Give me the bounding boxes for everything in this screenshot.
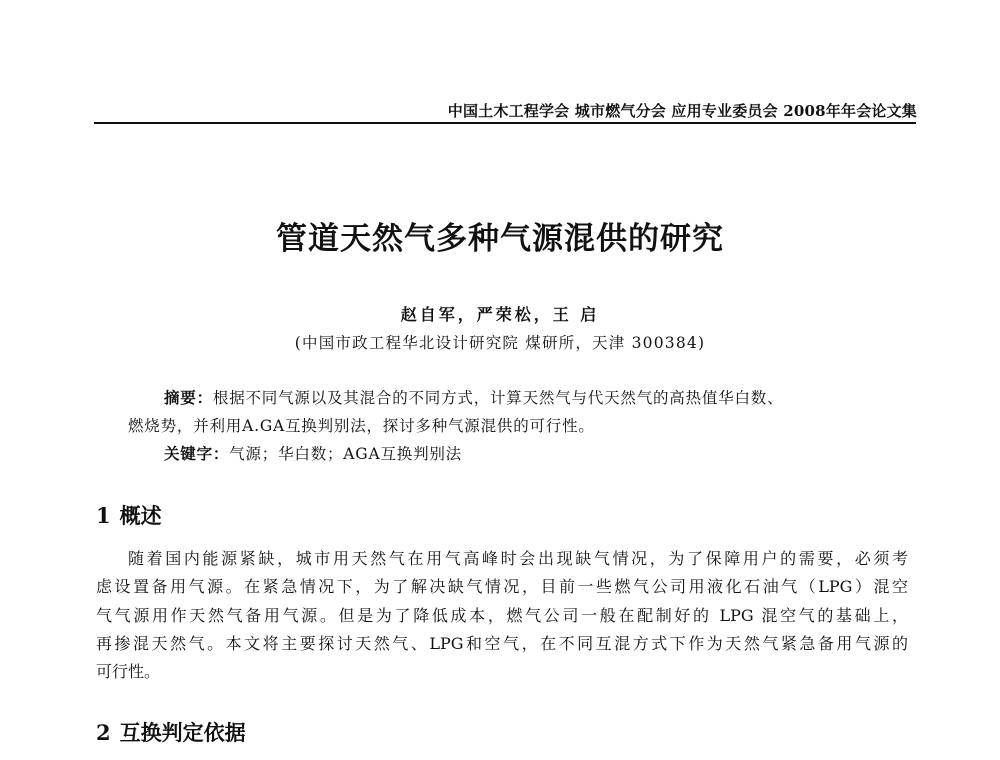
section-1-line-2: 虑设置备用气源。在紧急情况下，为了解决缺气情况，目前一些燃气公司用液化石油气（LPG）混空	[96, 577, 908, 596]
section-1-line-5: 可行性。	[96, 662, 161, 681]
running-header: 中国土木工程学会 城市燃气分会 应用专业委员会 2008年年会论文集	[447, 102, 917, 120]
abstract-line-2	[128, 414, 595, 436]
keywords-text: 气源；华白数；AGA互换判别法	[229, 445, 462, 463]
section-2-number: 2	[96, 720, 111, 745]
abstract-line-1	[164, 386, 783, 408]
abstract-text-1: 根据不同气源以及其混合的不同方式，计算天然气与代天然气的高热值华白数、	[212, 389, 784, 407]
section-1-heading	[96, 500, 162, 530]
section-1-number: 1	[96, 503, 111, 528]
section-1-title: 概述	[119, 503, 162, 528]
keywords-label: 关键字：	[164, 444, 230, 463]
section-2-title: 互换判定依据	[119, 720, 246, 745]
keywords-line	[164, 442, 462, 464]
section-1-line-4: 再掺混天然气。本文将主要探讨天然气、LPG和空气，在不同互混方式下作为天然气紧急备用气源的	[96, 634, 908, 653]
paper-title: 管道天然气多种气源混供的研究	[276, 221, 724, 257]
header-rule	[94, 122, 916, 124]
section-1-line-3: 气气源用作天然气备用气源。但是为了降低成本，燃气公司一般在配制好的 LPG 混空气的基础上，	[96, 606, 908, 625]
abstract-text-2: 燃烧势，并利用A.GA互换判别法，探讨多种气源混供的可行性。	[128, 417, 595, 435]
section-2-heading	[96, 717, 246, 747]
abstract-label: 摘要：	[164, 388, 213, 407]
paper-affiliation: (中国市政工程华北设计研究院 煤研所，天津 300384)	[294, 334, 706, 352]
paper-authors: 赵自军，严荣松，王 启	[400, 305, 600, 324]
section-1-line-1: 随着国内能源紧缺，城市用天然气在用气高峰时会出现缺气情况，为了保障用户的需要，必须考	[128, 549, 908, 568]
